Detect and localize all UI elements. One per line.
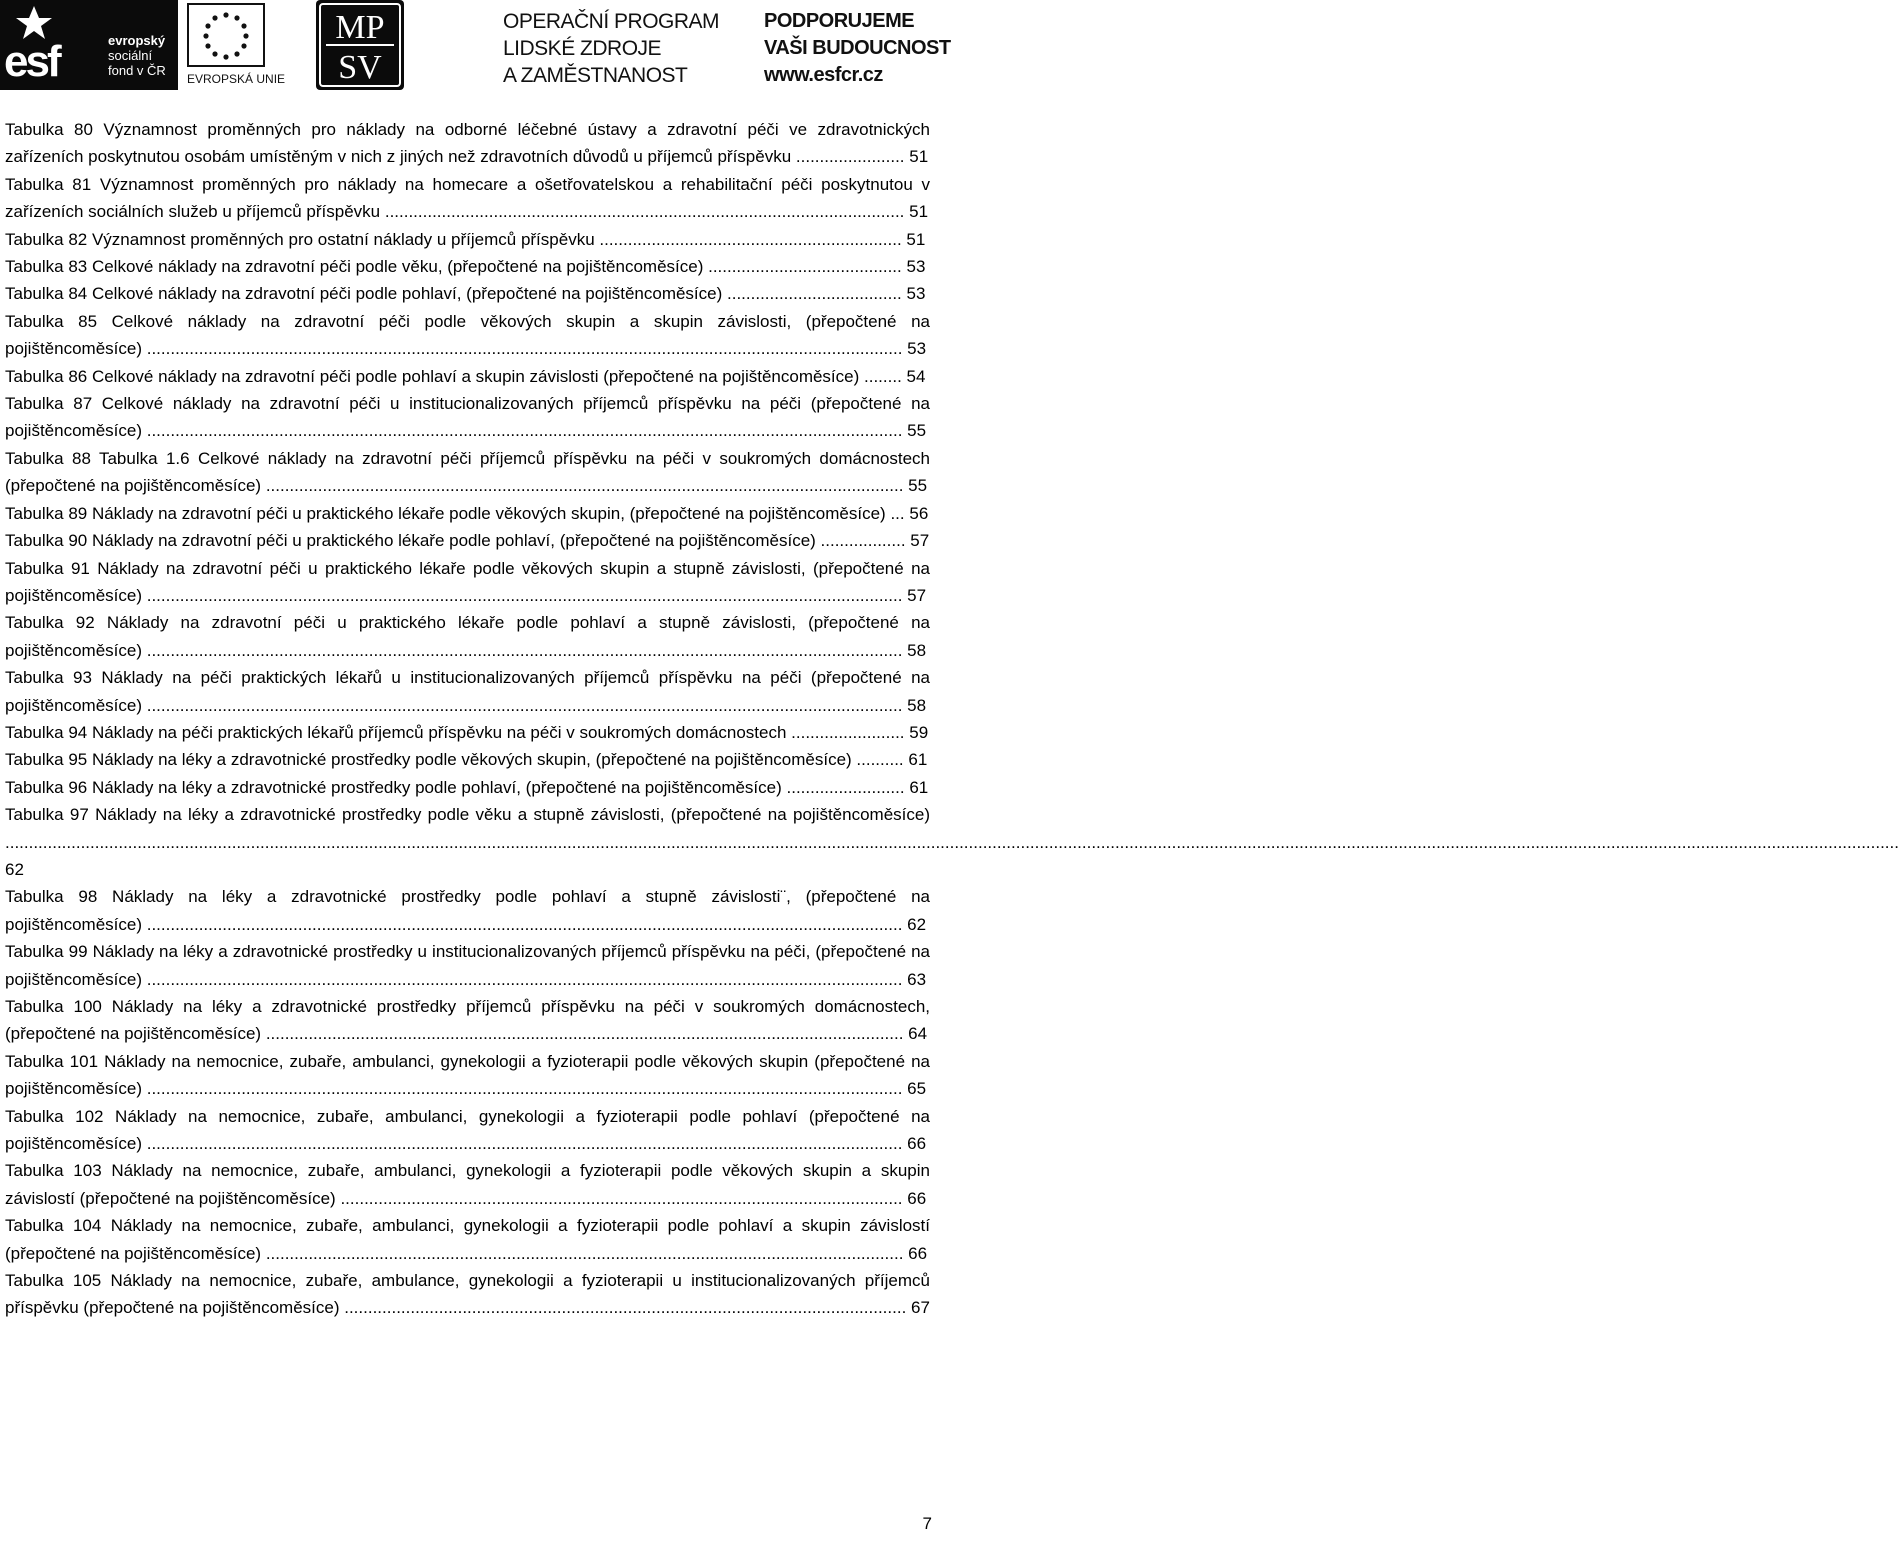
toc-entry-title: Tabulka 85 Celkové náklady na zdravotní péči podle věkových skupin a skupin závislosti, (přepočtené na pojištěncoměsíce) <box>5 311 930 359</box>
toc-entry-page: 66 <box>907 1134 927 1154</box>
toc-entry-leader: ....................................................................................................................... <box>339 1298 912 1318</box>
toc-entry-leader: ................................................................................................................................................................ <box>142 421 908 441</box>
support-line1: PODPORUJEME <box>764 10 915 32</box>
toc-entry[interactable] <box>5 1157 930 1212</box>
toc-entry-title: Tabulka 92 Náklady na zdravotní péči u praktického lékaře podle pohlaví a stupně závislosti, (přepočtené na pojištěncoměsíce) <box>5 613 930 660</box>
toc-entry-title: Tabulka 100 Náklady na léky a zdravotnické prostředky příjemců příspěvku na péči v soukromých domácnostech, (přepočtené na pojištěncoměsíce) <box>5 997 930 1044</box>
support-logo-text <box>764 8 951 89</box>
toc-entry-page: 57 <box>907 585 927 605</box>
toc-entry-title: Tabulka 103 Náklady na nemocnice, zubaře, ambulanci, gynekologii a fyzioterapii podle věkových skupin a skupin závislostí (přepočtené na pojištěncoměsíce) <box>5 1161 930 1208</box>
toc-entry-title: Tabulka 83 Celkové náklady na zdravotní péči podle věku, (přepočtené na pojištěncoměsíce) <box>5 257 704 277</box>
toc-entry-leader: ................................................................................................................................................................ <box>142 1134 908 1154</box>
esf-caption-line2: sociální <box>108 48 153 63</box>
toc-entry-page: 51 <box>909 202 929 222</box>
esf-logo <box>0 0 178 90</box>
toc-entry-title: Tabulka 90 Náklady na zdravotní péči u praktického lékaře podle pohlaví, (přepočtené na pojištěncoměsíce) <box>5 531 816 551</box>
logo-header <box>0 0 960 92</box>
toc-entry-title: Tabulka 94 Náklady na péči praktických lékařů příjemců příspěvku na péči v soukromých domácnostech <box>5 722 787 742</box>
toc-entry[interactable] <box>5 664 930 719</box>
toc-entry-leader: .............................................................................................................. <box>380 202 910 222</box>
esf-caption-line3: fond v ČR <box>108 63 166 78</box>
toc-entry[interactable] <box>5 801 1899 883</box>
toc-entry-title: Tabulka 88 Tabulka 1.6 Celkové náklady na zdravotní péči příjemců příspěvku na péči v soukromých domácnostech (přepočtené na pojištěncoměsíce) <box>5 448 930 496</box>
toc-entry-title: Tabulka 104 Náklady na nemocnice, zubaře, ambulanci, gynekologii a fyzioterapii podle pohlaví a skupin závislostí (přepočtené na pojištěncoměsíce) <box>5 1216 930 1263</box>
toc-entry-leader: ................................................................................................................................................................ <box>142 914 908 934</box>
toc-entry-title: Tabulka 82 Významnost proměnných pro ostatní náklady u příjemců příspěvku <box>5 229 595 249</box>
toc-entry-page: 66 <box>908 1243 928 1263</box>
toc-entry[interactable] <box>5 308 930 363</box>
toc-entry-page: 58 <box>907 640 927 660</box>
toc-entry[interactable] <box>5 774 930 801</box>
mpsv-top-text: MP <box>335 9 385 46</box>
op-logo-text <box>503 8 719 89</box>
toc-entry[interactable] <box>5 171 930 226</box>
toc-entry[interactable] <box>5 527 930 554</box>
toc-entry-leader: ................................................................................................................................................................ <box>142 1079 908 1099</box>
toc-entry[interactable] <box>5 280 930 307</box>
toc-entry-leader: ....................... <box>791 147 910 167</box>
toc-entry-leader: ................................................................................................................................................................ <box>142 339 908 359</box>
toc-entry-leader: ... <box>885 503 910 523</box>
toc-entry-leader: ......................................... <box>703 257 907 277</box>
esf-wordmark: esf <box>4 37 59 86</box>
toc-entry-leader: ........ <box>859 366 907 386</box>
op-line1: OPERAČNÍ PROGRAM <box>503 10 720 33</box>
toc-entry-page: 61 <box>908 750 928 770</box>
toc-entry-leader: .......... <box>851 750 909 770</box>
toc-entry-leader: .................. <box>815 531 911 551</box>
toc-entry-title: Tabulka 97 Náklady na léky a zdravotnické prostředky podle věku a stupně závislosti, (přepočtené na pojištěncoměsíce) <box>5 805 930 825</box>
toc-entry-leader: ................................................................................................................................................................................................................................................................................................................................................................................................................. <box>5 832 1899 852</box>
page-number: 7 <box>922 1514 932 1533</box>
support-line2: VAŠI BUDOUCNOST <box>764 37 951 59</box>
toc-entry-page: 51 <box>906 229 926 249</box>
toc-entry-page: 53 <box>907 339 927 359</box>
toc-entry[interactable] <box>5 226 930 253</box>
support-url: www.esfcr.cz <box>764 64 883 86</box>
toc-entry-title: Tabulka 86 Celkové náklady na zdravotní péči podle pohlaví a skupin závislosti (přepočtené na pojištěncoměsíce) <box>5 366 860 386</box>
toc-entry-page: 53 <box>906 257 926 277</box>
toc-entry-title: Tabulka 84 Celkové náklady na zdravotní péči podle pohlaví, (přepočtené na pojištěncoměsíce) <box>5 284 723 304</box>
toc-entry-title: Tabulka 81 Významnost proměnných pro náklady na homecare a ošetřovatelskou a rehabilitační péči poskytnutou v zařízeních sociálních služeb u příjemců příspěvku <box>5 174 930 222</box>
toc-entry-page: 66 <box>907 1188 927 1208</box>
eu-flag-icon <box>187 3 265 67</box>
toc-entry[interactable] <box>5 1103 930 1158</box>
toc-entry-title: Tabulka 99 Náklady na léky a zdravotnické prostředky u institucionalizovaných příjemců příspěvku na péči, (přepočtené na pojištěncoměsíce) <box>5 942 930 989</box>
toc-entry[interactable] <box>5 445 930 500</box>
esf-caption-line1: evropský <box>108 33 166 48</box>
toc-entry[interactable] <box>5 1048 930 1103</box>
toc-entry-leader: ......................... <box>781 777 910 797</box>
toc-entry-page: 57 <box>910 531 930 551</box>
toc-entry-title: Tabulka 91 Náklady na zdravotní péči u praktického lékaře podle věkových skupin a stupně závislosti, (přepočtené na pojištěncoměsíce) <box>5 558 930 605</box>
toc-entry-leader: ........................ <box>786 722 910 742</box>
toc-entry-page: 63 <box>907 969 927 989</box>
toc-entry[interactable] <box>5 116 930 171</box>
toc-entry-title: Tabulka 95 Náklady na léky a zdravotnické prostředky podle věkových skupin, (přepočtené na pojištěncoměsíce) <box>5 750 852 770</box>
toc-entry-leader: ................................................................................................................................................................ <box>142 969 908 989</box>
list-of-tables <box>5 116 1899 1322</box>
toc-entry-leader: ....................................................................................................................................... <box>261 1243 909 1263</box>
toc-entry[interactable] <box>5 555 930 610</box>
toc-entry-leader: ....................................................................................................................................... <box>261 1024 909 1044</box>
toc-entry-title: Tabulka 101 Náklady na nemocnice, zubaře, ambulanci, gynekologii a fyzioterapii podle věkových skupin (přepočtené na pojištěncoměsíce) <box>5 1051 930 1099</box>
eu-caption: EVROPSKÁ UNIE <box>187 72 286 86</box>
toc-entry-page: 53 <box>906 284 926 304</box>
toc-entry[interactable] <box>5 883 930 938</box>
toc-entry-page: 61 <box>909 777 929 797</box>
toc-entry-page: 55 <box>908 476 928 496</box>
toc-entry-leader: ..................................... <box>722 284 907 304</box>
toc-entry-leader: ................................................................................................................................................................ <box>142 585 908 605</box>
toc-entry-page: 59 <box>909 722 929 742</box>
toc-entry[interactable] <box>5 938 930 993</box>
toc-entry[interactable] <box>5 719 930 746</box>
mpsv-bottom-text: SV <box>338 49 382 86</box>
toc-entry-page: 62 <box>5 859 24 879</box>
toc-entry[interactable] <box>5 500 930 527</box>
toc-entry-leader: ....................................................................................................................... <box>335 1188 908 1208</box>
toc-entry[interactable] <box>5 363 930 390</box>
toc-entry-title: Tabulka 80 Významnost proměnných pro náklady na odborné léčebné ústavy a zdravotní péči ve zdravotnických zařízeních poskytnutou osobám umístěným v nich z jiných než zdravotních důvodů u příjemců příspěvku <box>5 120 930 167</box>
toc-entry-leader: ................................................................................................................................................................ <box>142 695 908 715</box>
mpsv-logo <box>316 0 404 90</box>
toc-entry[interactable] <box>5 993 930 1048</box>
toc-entry-title: Tabulka 98 Náklady na léky a zdravotnické prostředky podle pohlaví a stupně závislosti¨, (přepočtené na pojištěncoměsíce) <box>5 887 930 934</box>
toc-entry-title: Tabulka 102 Náklady na nemocnice, zubaře, ambulanci, gynekologii a fyzioterapii podle pohlaví (přepočtené na pojištěncoměsíce) <box>5 1106 930 1154</box>
toc-entry-page: 51 <box>909 147 929 167</box>
toc-entry-title: Tabulka 105 Náklady na nemocnice, zubaře, ambulance, gynekologii a fyzioterapii u institucionalizovaných příjemců příspěvku (přepočtené na pojištěncoměsíce) <box>5 1271 930 1318</box>
toc-entry[interactable] <box>5 1267 930 1322</box>
op-line2: LIDSKÉ ZDROJE <box>503 37 662 60</box>
toc-entry[interactable] <box>5 390 930 445</box>
op-line3: A ZAMĚSTNANOST <box>503 64 688 87</box>
eu-logo <box>182 0 284 90</box>
toc-entry-page: 55 <box>907 421 927 441</box>
toc-entry-page: 56 <box>909 503 929 523</box>
toc-entry-page: 65 <box>907 1079 927 1099</box>
toc-entry[interactable] <box>5 746 930 773</box>
toc-entry[interactable] <box>5 253 930 280</box>
toc-entry[interactable] <box>5 609 930 664</box>
toc-entry-title: Tabulka 87 Celkové náklady na zdravotní péči u institucionalizovaných příjemců příspěvku na péči (přepočtené na pojištěncoměsíce) <box>5 394 930 441</box>
toc-entry-page: 62 <box>907 914 927 934</box>
toc-entry-leader: ................................................................ <box>594 229 907 249</box>
toc-entry-title: Tabulka 93 Náklady na péči praktických lékařů u institucionalizovaných příjemců příspěvku na péči (přepočtené na pojištěncoměsíce) <box>5 668 930 715</box>
toc-entry-title: Tabulka 96 Náklady na léky a zdravotnické prostředky podle pohlaví, (přepočtené na pojištěncoměsíce) <box>5 777 782 797</box>
toc-entry-leader: ................................................................................................................................................................ <box>142 640 908 660</box>
toc-entry-page: 67 <box>911 1298 930 1318</box>
esf-caption <box>108 33 166 78</box>
toc-entry[interactable] <box>5 1212 930 1267</box>
toc-entry-page: 54 <box>906 366 926 386</box>
toc-entry-page: 58 <box>907 695 927 715</box>
toc-entry-page: 64 <box>908 1024 928 1044</box>
toc-entry-title: Tabulka 89 Náklady na zdravotní péči u praktického lékaře podle věkových skupin, (přepočtené na pojištěncoměsíce) <box>5 503 886 523</box>
toc-entry-leader: ....................................................................................................................................... <box>261 476 909 496</box>
